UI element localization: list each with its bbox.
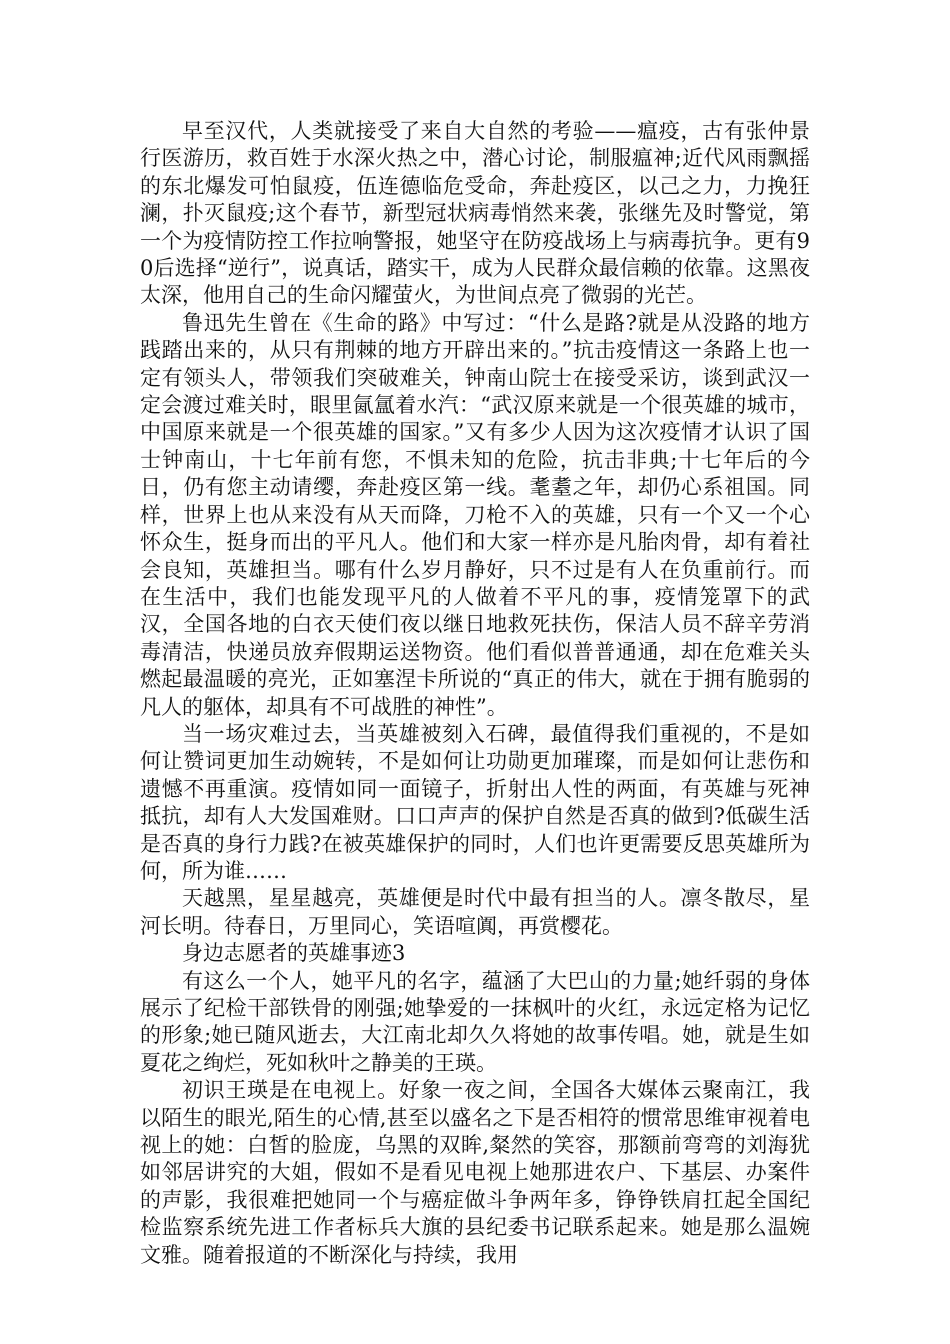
paragraph-5: 有这么一个人，她平凡的名字，蕴涵了大巴山的力量;她纤弱的身体展示了纪检干部铁骨的刚强;她挚爱的一抹枫叶的火红，永远定格为记忆的形象;她已随风逝去，大江南北却久久将她的故事传唱。她，就是生如夏花之绚烂，死如秋叶之静美的王瑛。 — [140, 968, 810, 1075]
paragraph-2: 鲁迅先生曾在《生命的路》中写过：“什么是路?就是从没路的地方践踏出来的，从只有荆棘的地方开辟出来的。”抗击疫情这一条路上也一定有领头人，带领我们突破难关，钟南山院士在接受采访，谈到武汉一定会渡过难关时，眼里氤氲着水汽：“武汉原来就是一个很英雄的城市，中国原来就是一个很英雄的国家。”又有多少人因为这次疫情才认识了国士钟南山，十七年前有您，不惧未知的危险，抗击非典;十七年后的今日，仍有您主动请缨，奔赴疫区第一线。耄耋之年，却仍心系祖国。同样，世界上也从来没有从天而降，刀枪不入的英雄，只有一个又一个心怀众生，挺身而出的平凡人。他们和大家一样亦是凡胎肉骨，却有着社会良知，英雄担当。哪有什么岁月静好，只不过是有人在负重前行。而在生活中，我们也能发现平凡的人做着不平凡的事，疫情笼罩下的武汉，全国各地的白衣天使们夜以继日地救死扶伤，保洁人员不辞辛劳消毒清洁，快递员放弃假期运送物资。他们看似普普通通，却在危难关头燃起最温暖的亮光，正如塞涅卡所说的“真正的伟大，就在于拥有脆弱的凡人的躯体，却具有不可战胜的神性”。 — [140, 310, 810, 719]
paragraph-1: 早至汉代，人类就接受了来自大自然的考验——瘟疫，古有张仲景行医游历，救百姓于水深火热之中，潜心讨论，制服瘟神;近代风雨飘摇的东北爆发可怕鼠疫，伍连德临危受命，奔赴疫区，以己之力，力挽狂澜，扑灭鼠疫;这个春节，新型冠状病毒悄然来袭，张继先及时警觉，第一个为疫情防控工作拉响警报，她坚守在防疫战场上与病毒抗争。更有90后选择“逆行”，说真话，踏实干，成为人民群众最信赖的依靠。这黑夜太深，他用自己的生命闪耀萤火，为世间点亮了微弱的光芒。 — [140, 119, 810, 308]
section-heading: 身边志愿者的英雄事迹3 — [182, 941, 406, 966]
paragraph-3: 当一场灾难过去，当英雄被刻入石碑，最值得我们重视的，不是如何让赞词更加生动婉转，不是如何让功勋更加璀璨，而是如何让悲伤和遗憾不再重演。疫情如同一面镜子，折射出人性的两面，有英雄与死神抵抗，却有人大发国难财。口口声声的保护自然是否真的做到?低碳生活是否真的身行力践?在被英雄保护的同时，人们也许更需要反思英雄所为何，所为谁…… — [140, 721, 810, 883]
paragraph-6: 初识王瑛是在电视上。好象一夜之间，全国各大媒体云聚南江，我以陌生的眼光,陌生的心情,甚至以盛名之下是否相符的惯常思维审视着电视上的她：白皙的脸庞，乌黑的双眸,粲然的笑容，那额前弯弯的刘海犹如邻居讲究的大姐，假如不是看见电视上她那进农户、下基层、办案件的声影，我很难把她同一个与癌症做斗争两年多，铮铮铁肩扛起全国纪检监察系统先进工作者标兵大旗的县纪委书记联系起来。她是那么温婉文雅。随着报道的不断深化与持续，我用 — [140, 1078, 810, 1267]
paragraph-4: 天越黑，星星越亮，英雄便是时代中最有担当的人。凛冬散尽，星河长明。待春日，万里同心，笑语喧阗，再赏樱花。 — [140, 886, 810, 938]
document-page — [140, 118, 810, 1269]
